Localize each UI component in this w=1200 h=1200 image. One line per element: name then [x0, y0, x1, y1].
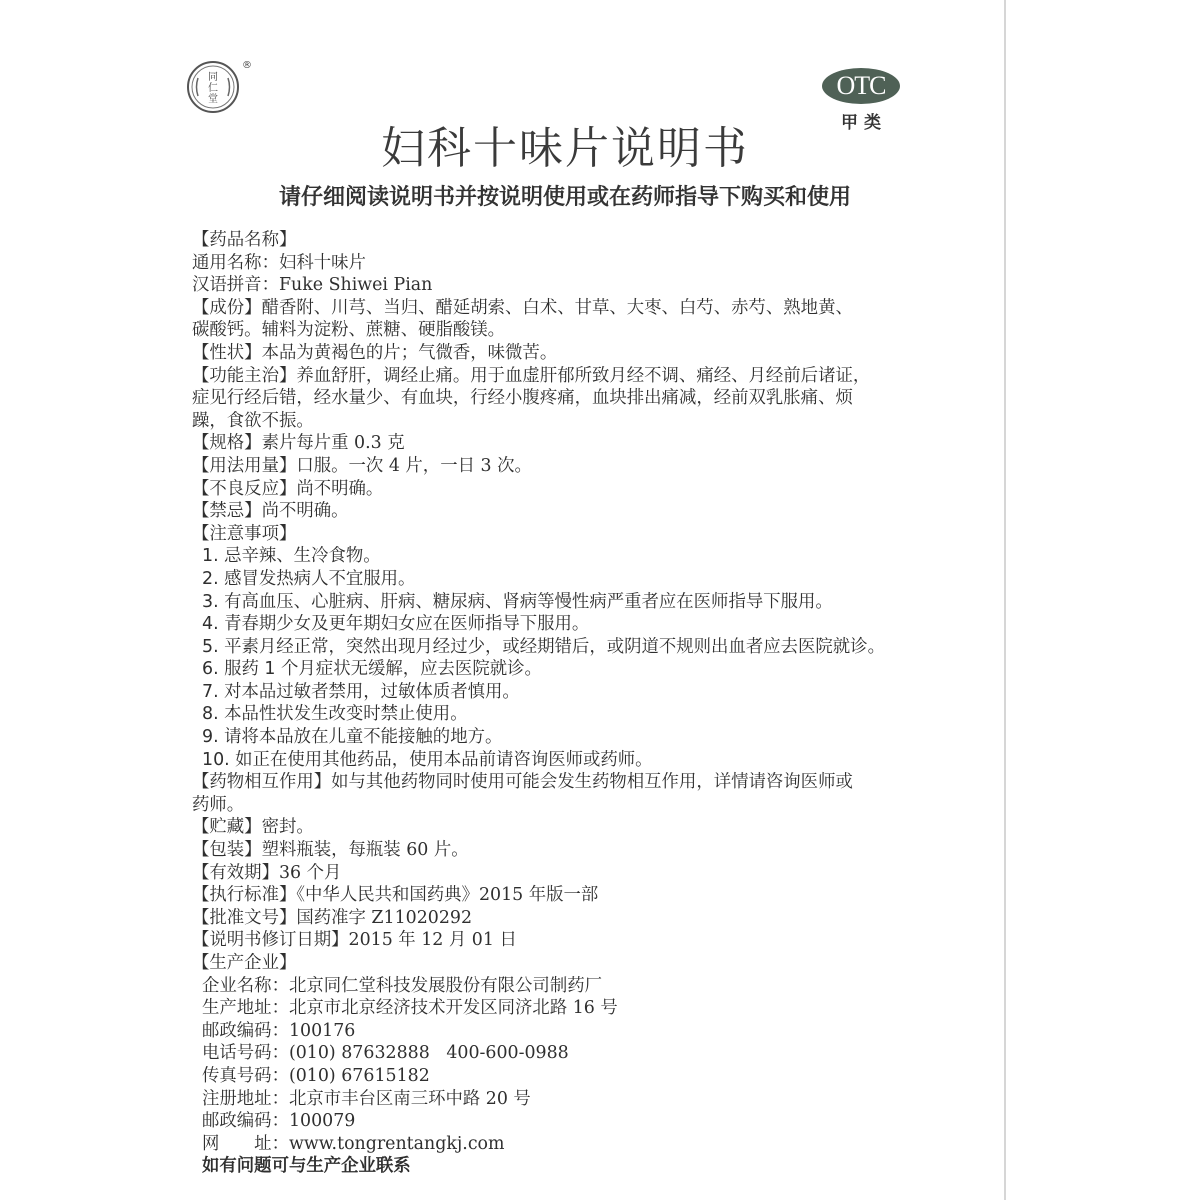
generic-name: 通用名称：妇科十味片: [192, 252, 366, 273]
indications-line-3: 躁，食欲不振。: [192, 410, 314, 431]
ingredients-line-1: 【成份】醋香附、川芎、当归、醋延胡索、白术、甘草、大枣、白芍、赤芍、熟地黄、: [192, 297, 853, 318]
phone-number: 电话号码：(010) 87632888 400-600-0988: [202, 1043, 569, 1064]
description: 【性状】本品为黄褐色的片；气微香，味微苦。: [192, 342, 558, 363]
svg-text:仁: 仁: [208, 83, 218, 94]
pinyin-name: 汉语拼音：Fuke Shiwei Pian: [192, 275, 433, 296]
precaution-item: 7. 对本品过敏者禁用，过敏体质者慎用。: [202, 681, 520, 702]
section-manufacturer: 【生产企业】: [192, 953, 297, 973]
shelf-life: 【有效期】36 个月: [192, 862, 342, 883]
fax-number: 传真号码：(010) 67615182: [202, 1065, 430, 1086]
postal-code: 邮政编码：100079: [202, 1111, 356, 1132]
specification: 【规格】素片每片重 0.3 克: [192, 433, 405, 454]
interactions-line-1: 【药物相互作用】如与其他药物同时使用可能会发生药物相互作用，详情请咨询医师或: [192, 772, 853, 793]
registered-mark: ®: [242, 60, 252, 71]
adverse-reactions: 【不良反应】尚不明确。: [192, 478, 384, 499]
tongrentang-logo-icon: [186, 60, 240, 114]
contact-note: 如有问题可与生产企业联系: [202, 1156, 411, 1177]
precaution-item: 4. 青春期少女及更年期妇女应在医师指导下服用。: [202, 614, 590, 635]
storage: 【贮藏】密封。: [192, 817, 314, 838]
postal-code: 邮政编码：100176: [202, 1020, 356, 1041]
svg-text:同: 同: [208, 72, 218, 83]
company-name: 企业名称：北京同仁堂科技发展股份有限公司制药厂: [202, 975, 602, 996]
svg-text:堂: 堂: [208, 94, 218, 105]
precaution-item: 8. 本品性状发生改变时禁止使用。: [202, 704, 468, 725]
indications-line-1: 【功能主治】养血舒肝，调经止痛。用于血虚肝郁所致月经不调、痛经、月经前后诸证，: [192, 365, 871, 386]
execution-standard: 【执行标准】《中华人民共和国药典》2015 年版一部: [192, 885, 599, 906]
registered-address: 注册地址：北京市丰台区南三环中路 20 号: [202, 1088, 531, 1109]
precaution-item: 2. 感冒发热病人不宜服用。: [202, 568, 416, 589]
otc-badge: OTC: [822, 68, 900, 104]
precaution-item: 6. 服药 1 个月症状无缓解，应去医院就诊。: [202, 659, 542, 680]
precaution-item: 10. 如正在使用其他药品，使用本品前请咨询医师或药师。: [202, 749, 653, 770]
dosage: 【用法用量】口服。一次 4 片，一日 3 次。: [192, 455, 532, 476]
document-subtitle: 请仔细阅读说明书并按说明使用或在药师指导下购买和使用: [278, 185, 851, 210]
precaution-item: 9. 请将本品放在儿童不能接触的地方。: [202, 727, 503, 748]
interactions-line-2: 药师。: [192, 794, 245, 815]
contraindications: 【禁忌】尚不明确。: [192, 501, 349, 522]
revision-date: 【说明书修订日期】2015 年 12 月 01 日: [192, 930, 517, 951]
packaging: 【包装】塑料瓶装，每瓶装 60 片。: [192, 840, 469, 861]
precaution-item: 1. 忌辛辣、生冷食物。: [202, 546, 381, 567]
production-address: 生产地址：北京市北京经济技术开发区同济北路 16 号: [202, 998, 618, 1019]
leaflet-body: [192, 229, 962, 1178]
precaution-item: 5. 平素月经正常，突然出现月经过少，或经期错后，或阴道不规则出血者应去医院就诊。: [202, 636, 885, 657]
otc-class-label: 甲类: [841, 113, 887, 133]
ingredients-line-2: 碳酸钙。辅料为淀粉、蔗糖、硬脂酸镁。: [192, 320, 506, 341]
section-precautions: 【注意事项】: [192, 523, 297, 544]
document-title: 妇科十味片说明书: [381, 123, 749, 174]
website: 网 址：www.tongrentangkj.com: [202, 1133, 505, 1154]
section-drug-name: 【药品名称】: [192, 230, 297, 250]
indications-line-2: 症见行经后错，经水量少、有血块，行经小腹疼痛，血块排出痛减，经前双乳胀痛、烦: [192, 388, 853, 409]
precaution-item: 3. 有高血压、心脏病、肝病、糖尿病、肾病等慢性病严重者应在医师指导下服用。: [202, 591, 833, 612]
approval-number: 【批准文号】国药准字 Z11020292: [192, 907, 473, 928]
